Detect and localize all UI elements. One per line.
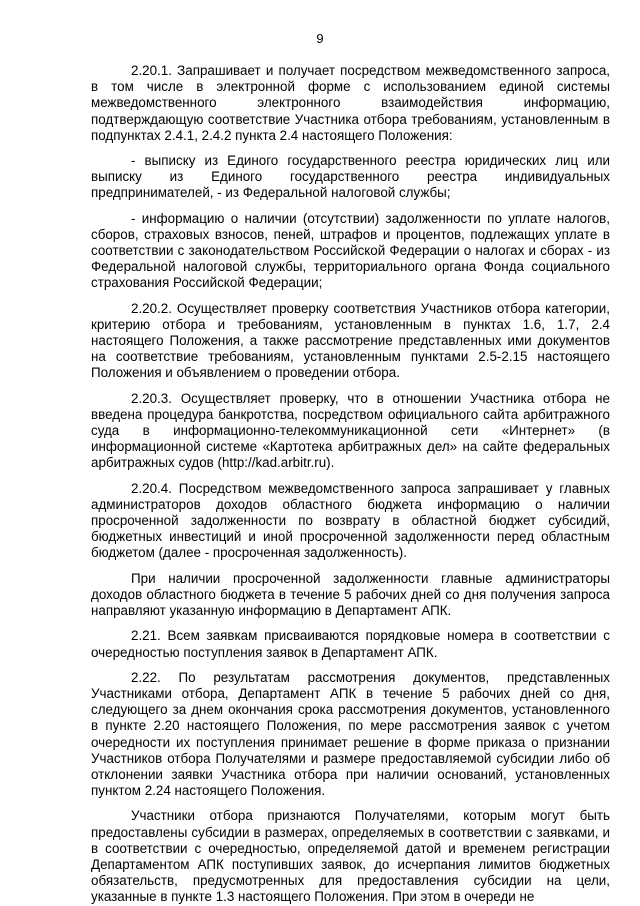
paragraph-2-20-2: 2.20.2. Осуществляет проверку соответствия Участников отбора категории, критерию отбора и требованиям, установленным в пунктах 1.6, 1.7, 2.4 настоящего Положения, а также рассмотрение представленных ими документов на соответствие требованиям, установленным пунктами 2.5-2.15 настоящего Положения и объявлением о проведении отбора. bbox=[91, 300, 610, 381]
paragraph-recipients: Участники отбора признаются Получателями, которым могут быть предоставлены субсидии в размерах, определяемых в соответствии с заявками, и в соответствии с очередностью, определяемой датой и временем регистрации Департаментом АПК поступивших заявок, до исчерпания лимитов бюджетных обязательств, предусмотренных для предоставления субсидии на цели, указанные в пункте 1.3 настоящего Положения. При этом в очереди не bbox=[91, 808, 610, 905]
paragraph-2-20-4: 2.20.4. Посредством межведомственного запроса запрашивает у главных администраторов доходов областного бюджета информацию о наличии просроченной задолженности по возврату в областной бюджет субсидий, бюджетных инвестиций и иной просроченной задолженности перед областным бюджетом (далее - просроченная задолженность). bbox=[91, 480, 610, 561]
paragraph-2-20-3: 2.20.3. Осуществляет проверку, что в отношении Участника отбора не введена процедура банкротства, посредством официального сайта арбитражного суда в информационно-телекоммуникационной сети «Интернет» (в информационной системе «Картотека арбитражных дел» на сайте федеральных арбитражных судов (http://kad.arbitr.ru). bbox=[91, 390, 610, 471]
paragraph-egrul-extract: - выписку из Единого государственного реестра юридических лиц или выписку из Единого государственного реестра индивидуальных предпринимателей, - из Федеральной налоговой службы; bbox=[91, 153, 610, 201]
paragraph-tax-debt-info: - информацию о наличии (отсутствии) задолженности по уплате налогов, сборов, страховых взносов, пеней, штрафов и процентов, подлежащих уплате в соответствии с законодательством Российской Федерации о налогах и сборах - из Федеральной налоговой службы, территориального органа Фонда социального страхования Российской Федерации; bbox=[91, 210, 610, 291]
paragraph-2-22: 2.22. По результатам рассмотрения документов, представленных Участниками отбора, Департамент АПК в течение 5 рабочих дней со дня, следующего за днем окончания срока рассмотрения документов, установленного в пункте 2.20 настоящего Положения, по мере рассмотрения заявок с учетом очередности их поступления принимает решение в форме приказа о признании Участников отбора Получателями и размере предоставляемой субсидии либо об отклонении заявки Участника отбора при наличии оснований, установленных пунктом 2.24 настоящего Положения. bbox=[91, 669, 610, 799]
paragraph-overdue-debt: При наличии просроченной задолженности главные администраторы доходов областного бюджета в течение 5 рабочих дней со дня получения запроса направляют указанную информацию в Департамент АПК. bbox=[91, 570, 610, 619]
paragraph-2-20-1: 2.20.1. Запрашивает и получает посредством межведомственного запроса, в том числе в электронной форме с использованием единой системы межведомственного электронного взаимодействия информацию, подтверждающую соответствие Участника отбора требованиям, установленным в подпунктах 2.4.1, 2.4.2 пункта 2.4 настоящего Положения: bbox=[91, 63, 610, 143]
page-number: 9 bbox=[316, 31, 324, 46]
paragraph-2-21: 2.21. Всем заявкам присваиваются порядковые номера в соответствии с очередностью поступления заявок в Департамент АПК. bbox=[91, 628, 610, 660]
document-body bbox=[91, 63, 610, 906]
